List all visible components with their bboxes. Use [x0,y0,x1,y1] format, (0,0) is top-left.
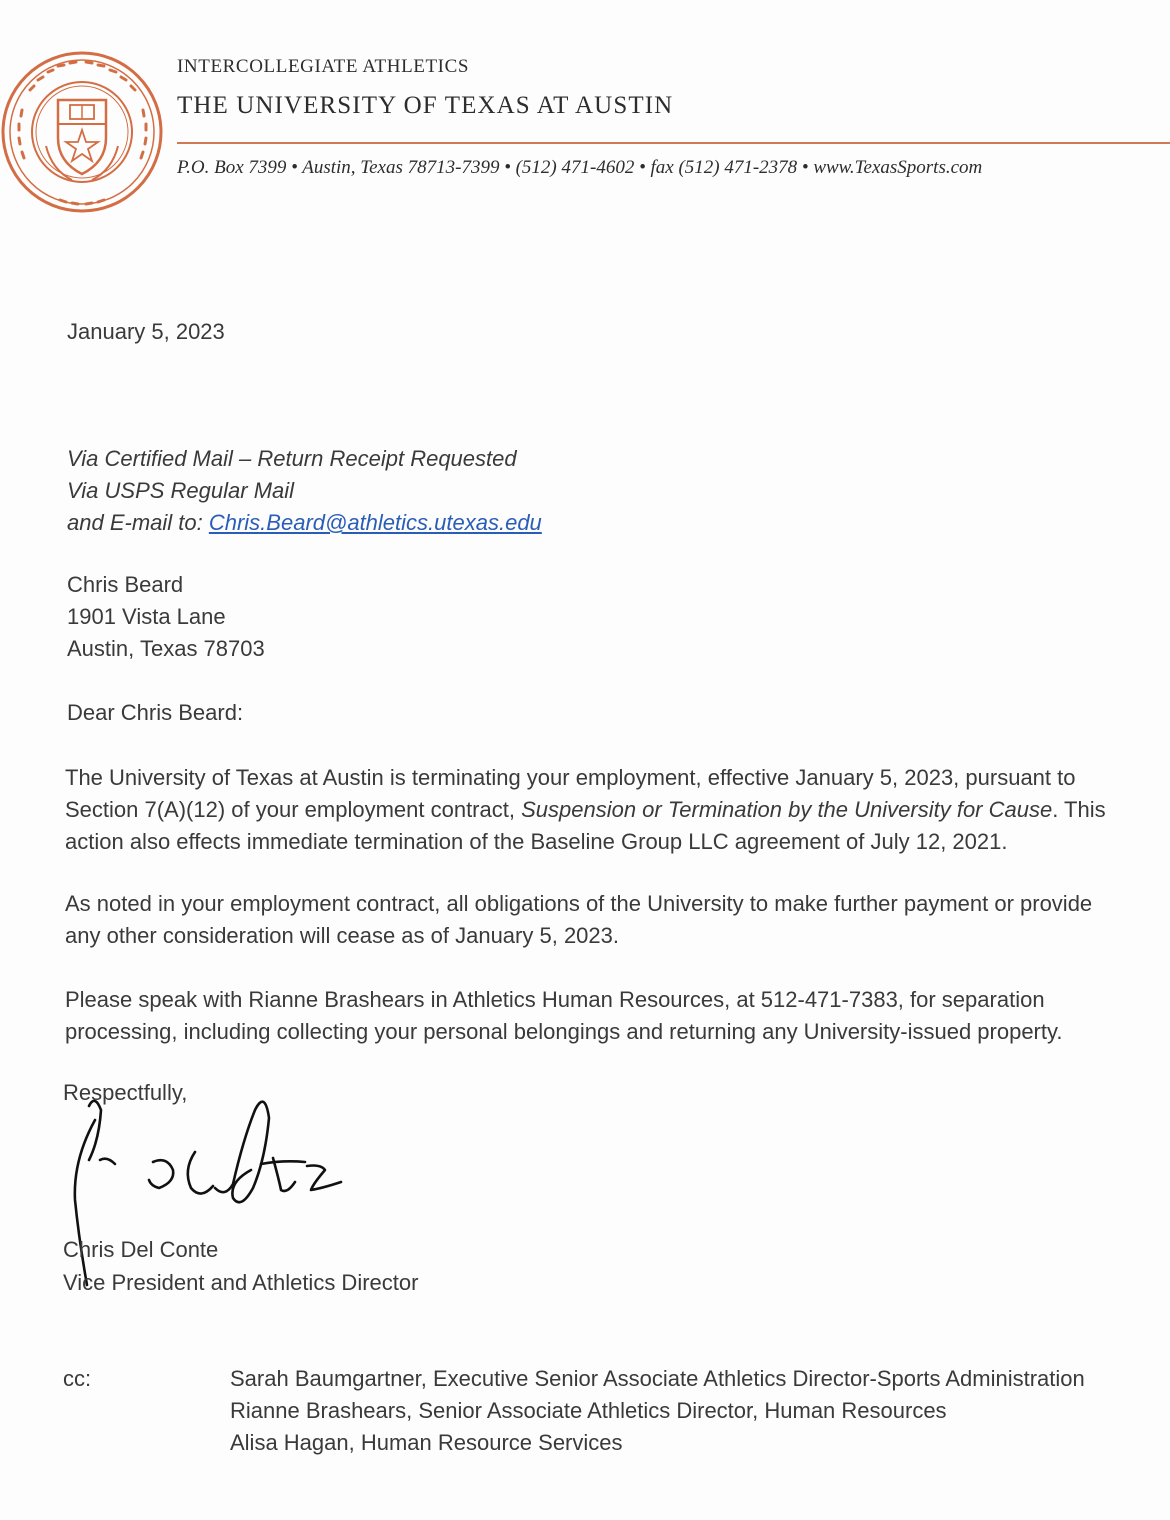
signer-name: Chris Del Conte [63,1237,219,1262]
delivery-line-email [67,507,542,539]
delivery-line-usps: Via USPS Regular Mail [67,478,295,503]
paragraph-separation [65,984,1165,1048]
letterhead-rule [177,142,1170,144]
recipient-email-link[interactable]: Chris.Beard@athletics.utexas.edu [208,510,542,535]
closing: Respectfully, [63,1080,188,1105]
paragraph-line: any other consideration will cease as of January 5, 2023. [65,923,619,948]
paragraph-line [65,794,1165,826]
cc-recipient: Sarah Baumgartner, Executive Senior Associate Athletics Director-Sports Administration [230,1366,1085,1391]
university-seal-icon [0,50,165,215]
paragraph-line: processing, including collecting your personal belongings and returning any University-issued property. [65,1019,1063,1044]
recipient-name: Chris Beard [67,572,184,597]
recipient-street: 1901 Vista Lane [67,604,226,629]
delivery-email-prefix: and E-mail to: [67,510,209,535]
paragraph-line: Please speak with Rianne Brashears in Athletics Human Resources, at 512-471-7383, for separation [65,987,1045,1012]
cc-label: cc: [63,1366,92,1391]
letterhead-department: INTERCOLLEGIATE ATHLETICS [177,56,470,77]
paragraph-text: Section 7(A)(12) of your employment contract, [65,797,522,822]
letter-date: January 5, 2023 [67,319,225,344]
paragraph-termination [65,762,1165,858]
salutation: Dear Chris Beard: [67,700,244,725]
paragraph-line: As noted in your employment contract, all obligations of the University to make further payment or provide [65,891,1093,916]
cc-recipient: Alisa Hagan, Human Resource Services [230,1430,623,1455]
letterhead-address: P.O. Box 7399 • Austin, Texas 78713-7399 • (512) 471-4602 • fax (512) 471-2378 • www.TexasSports.com [177,157,983,178]
paragraph-obligations [65,888,1165,952]
signer-title: Vice President and Athletics Director [63,1270,419,1295]
letterhead-university: THE UNIVERSITY OF TEXAS AT AUSTIN [177,92,674,119]
paragraph-line: action also effects immediate termination of the Baseline Group LLC agreement of July 12, 2021. [65,829,1008,854]
paragraph-line: The University of Texas at Austin is terminating your employment, effective January 5, 2023, pursuant to [65,765,1076,790]
paragraph-text: . This [1052,797,1106,822]
contract-clause-title: Suspension or Termination by the University for Cause [521,797,1053,822]
delivery-line-certified: Via Certified Mail – Return Receipt Requested [67,446,517,471]
cc-recipient: Rianne Brashears, Senior Associate Athletics Director, Human Resources [230,1398,947,1423]
recipient-city: Austin, Texas 78703 [67,636,265,661]
